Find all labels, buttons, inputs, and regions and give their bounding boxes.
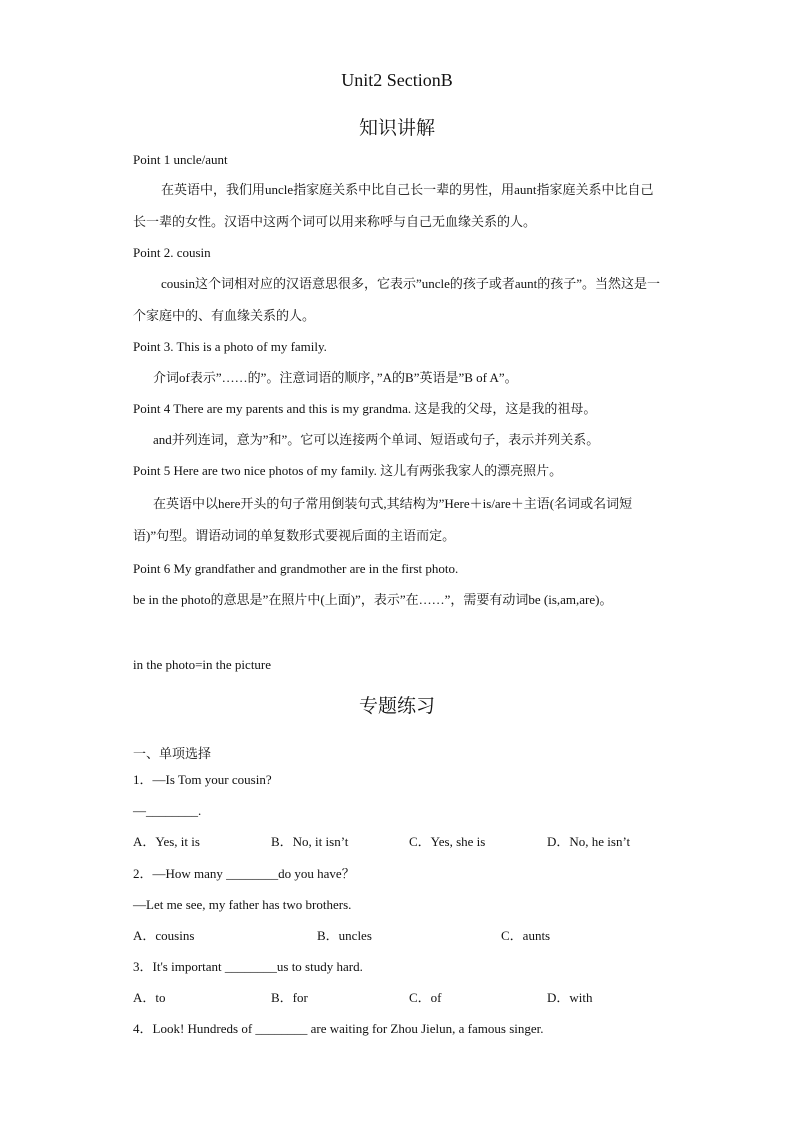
point-6-title: Point 6 My grandfather and grandmother are in the first photo. [133, 561, 459, 576]
question-1-answer-line: —________. [133, 803, 202, 818]
point-4-title: Point 4 There are my parents and this is my grandma. 这是我的父母，这是我的祖母。 [133, 401, 597, 416]
point-1-body: 在英语中，我们用uncle指家庭关系中比自己长一辈的男性，用aunt指家庭关系中比自己长一辈的女性。汉语中这两个词可以用来称呼与自己无血缘关系的人。 [133, 182, 654, 229]
point-5-title: Point 5 Here are two nice photos of my family. 这儿有两张我家人的漂亮照片。 [133, 463, 563, 478]
question-1-option-a: A．Yes, it is [133, 834, 200, 849]
point-3-body: 介词of表示”……的”。注意词语的顺序，”A的B”英语是”B of A”。 [153, 370, 518, 385]
question-1-option-b: B．No, it isn’t [271, 834, 349, 849]
question-2-stem: 2．—How many ________do you have？ [133, 866, 355, 881]
question-4-stem: 4．Look! Hundreds of ________ are waiting for Zhou Jielun, a famous singer. [133, 1021, 544, 1036]
question-3-option-a: A．to [133, 990, 166, 1005]
point-3-title: Point 3. This is a photo of my family. [133, 339, 327, 354]
section-heading-knowledge: 知识讲解 [358, 117, 435, 139]
question-3-stem: 3．It's important ________us to study hard. [133, 959, 363, 974]
question-2-option-b: B．uncles [317, 928, 372, 943]
section-heading-practice: 专题练习 [358, 695, 435, 717]
question-1-stem: 1．—Is Tom your cousin? [133, 772, 272, 787]
point-4-body: and并列连词，意为”和”。它可以连接两个单词、短语或句子，表示并列关系。 [153, 432, 600, 447]
point-2-title: Point 2. cousin [133, 245, 211, 260]
question-2-option-c: C．aunts [501, 928, 551, 943]
point-6-note: in the photo=in the picture [133, 657, 272, 672]
point-2-body: cousin这个词相对应的汉语意思很多，它表示”uncle的孩子或者aunt的孩子”。当然这是一个家庭中的、有血缘关系的人。 [133, 276, 661, 323]
question-3-option-b: B．for [271, 990, 308, 1005]
question-2-option-a: A．cousins [133, 928, 195, 943]
point-6-body: be in the photo的意思是”在照片中(上面)”，表示”在……”，需要有动词be (is,am,are)。 [133, 592, 613, 607]
exercise-section-label: 一、单项选择 [133, 746, 212, 761]
point-1-title: Point 1 uncle/aunt [133, 152, 228, 167]
question-3-option-d: D．with [547, 990, 593, 1005]
point-5-body: 在英语中以here开头的句子常用倒装句式,其结构为”Here＋is/are＋主语(名词或名词短语)”句型。谓语动词的单复数形式要视后面的主语而定。 [133, 496, 633, 543]
question-1-option-c: C．Yes, she is [409, 834, 486, 849]
question-1-option-d: D．No, he isn’t [547, 834, 631, 849]
question-3-option-c: C．of [409, 990, 442, 1005]
page-title: Unit2 SectionB [341, 70, 453, 90]
question-2-line-2: —Let me see, my father has two brothers. [133, 897, 352, 912]
